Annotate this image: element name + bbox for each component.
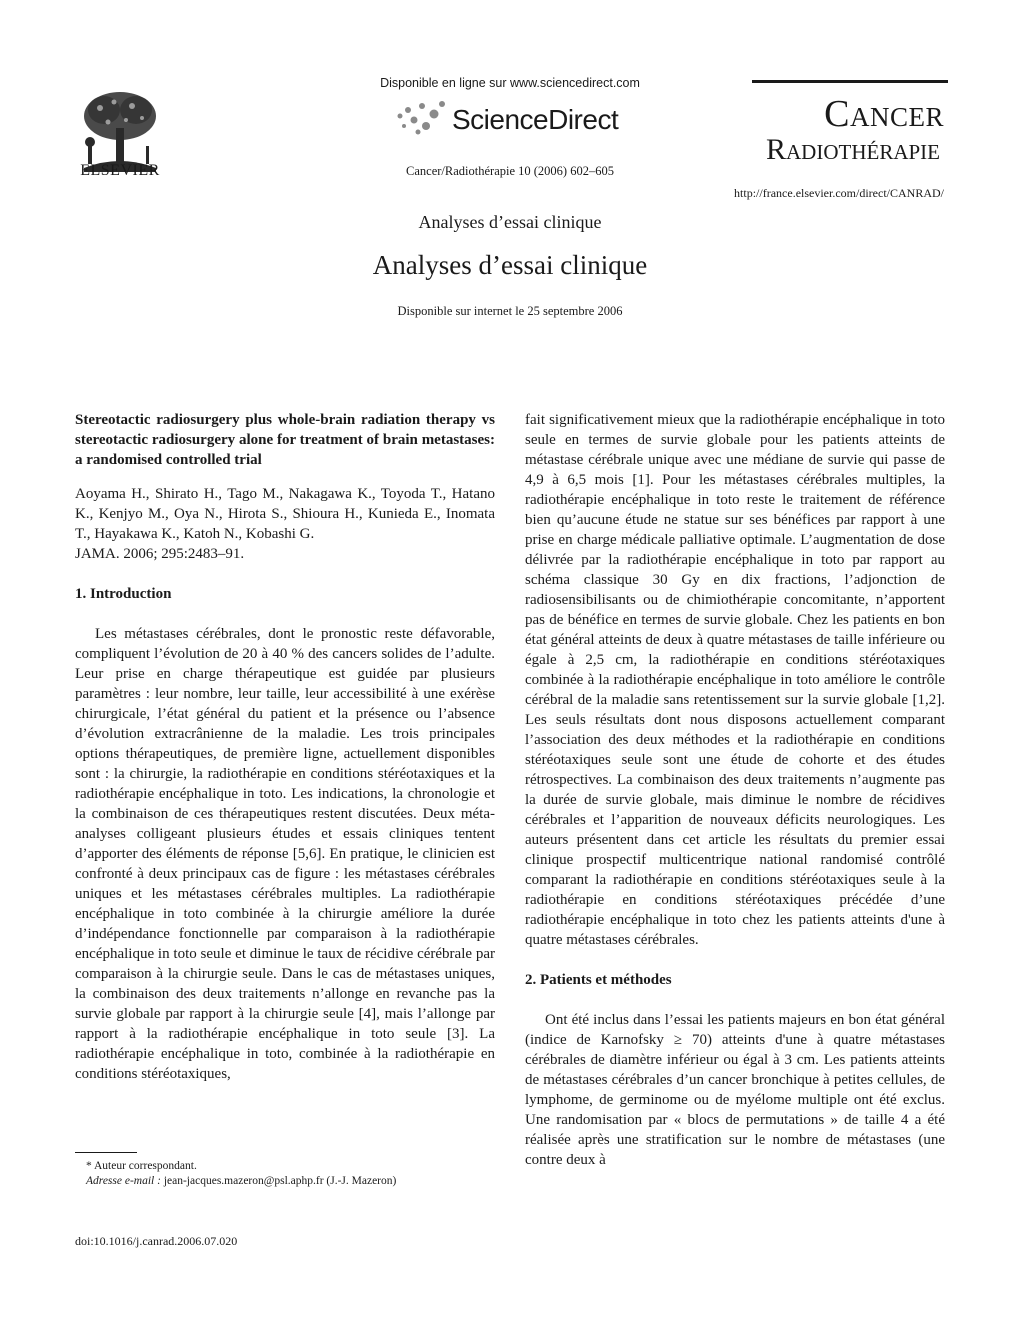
- introduction-paragraph: Les métastases cérébrales, dont le pronostic reste défavorable, compliquent l’évolution de 20 à 40 % des cancers solides de l’adulte. Leur prise en charge thérapeutique est guidée par plusieurs paramètres : leur nombre, leur taille, leur accessibilité à une exérèse chirurgicale, l’état général du patient et la présence ou l’absence d’évolution extracrânienne de la maladie. Les trois principales options thérapeutiques, de première ligne, actuellement disponibles sont : la chirurgie, la radiothérapie en conditions stéréotaxiques et la radiothérapie encéphalique in toto. Les indications, la chronologie et la combinaison de ces thérapeutiques restent discutées. Deux méta-analyses colligeant plusieurs études et essais cliniques tentent d’apporter des éléments de réponse [5,6]. En pratique, le clinicien est confronté à deux principaux cas de figure : les métastases cérébrales uniques et les métastases cérébrales multiples. La radiothérapie encéphalique in toto combinée à la chirurgie améliore la durée d’indépendance fonctionnelle par comparaison à la radiothérapie encéphalique in toto seule et diminue le taux de récidive cérébrale par comparaison à la chirurgie seule. Dans le cas de métastases uniques, la combinaison des deux traitements n’allonge en revanche pas la survie globale par rapport à la chirurgie seule [4], mais l’allonge par rapport à la radiothérapie encéphalique in toto seule [3]. La radiothérapie encéphalique in toto, combinée à la radiothérapie en conditions stéréotaxiques,: [75, 626, 495, 1082]
- introduction-continued: fait significativement mieux que la radiothérapie encéphalique in toto seule en termes de survie globale pour les patients atteints de métastase cérébrale unique avec une médiane de survie qui passe de 4,9 à 6,5 mois [1]. Pour les métastases cérébrales multiples, la radiothérapie encéphalique in toto reste le traitement de référence bien qu’aucune étude ne statue sur ses bénéfices par rapport à une prise en charge médicale palliative optimale. L’augmentation de dose délivrée par la radiothérapie encéphalique in toto par rapport au schéma classique 30 Gy en dix fractions, l’adjonction de radiosensibilisants ou de chimiothérapie concomitante, n’apportent pas de bénéfice en termes de survie globale. Chez les patients en bon état général atteints de deux à quatre métastases de taille inférieure ou égale à 2,5 cm, la radiothérapie en conditions stéréotaxiques combinée à la radiothérapie encéphalique in toto améliore le contrôle cérébral de la maladie sans retentissement sur la survie globale [1,2]. Les seuls résultats dont nous disposons actuellement comparant l’association des deux méthodes et la radiothérapie en conditions stéréotaxiques seule sont une étude de cohorte et des études rétrospectives. La combinaison des deux traitements n’augmente pas la durée de survie globale, mais diminue le nombre de récidives cérébrales et l’apparition de nouveaux déficits neurologiques. Les auteurs présentent dans cet article les résultats du premier essai clinique prospectif multicentrique national randomisé contrôlé comparant la radiothérapie en conditions stéréotaxiques seule à la radiothérapie en conditions stéréotaxiques précédée d’une radiothérapie encéphalique in toto chez les patients atteints d'une à quatre métastases cérébrales.: [525, 412, 945, 948]
- publisher-name: ELSEVIER: [80, 162, 160, 179]
- doi[interactable]: doi:10.1016/j.canrad.2006.07.020: [75, 1234, 238, 1248]
- left-column: [75, 410, 495, 1084]
- journal-title-line1: Cancer: [824, 93, 944, 135]
- email-note: [86, 1175, 396, 1187]
- journal-reference: JAMA. 2006; 295:2483–91.: [75, 546, 245, 562]
- article-title: Stereotactic radiosurgery plus whole-brain radiation therapy vs stereotactic radiosurgery alone for treatment of brain metastases: a randomised controlled trial: [75, 412, 495, 468]
- right-column: [525, 410, 945, 1170]
- methods-paragraph: Ont été inclus dans l’essai les patients majeurs en bon état général (indice de Karnofsky ≥ 70) atteints d'une à quatre métastases cérébrales de diamètre inférieur ou égal à 3 cm. Les patients atteints de métastases cérébrales d’un cancer bronchique à petites cellules, de lymphome, de germinome ou de myélome multiple ont été exclus. Une randomisation par « blocs de permutations » de taille 4 a été réalisée après une stratification sur le nombre de métastases (une contre deux à: [525, 1012, 945, 1168]
- corresponding-author-note: * Auteur correspondant.: [86, 1160, 197, 1172]
- footnote-rule: [75, 1152, 137, 1153]
- section-heading-methods: 2. Patients et méthodes: [525, 972, 672, 988]
- journal-citation: Cancer/Radiothérapie 10 (2006) 602–605: [406, 164, 614, 178]
- email-label: Adresse e-mail :: [86, 1175, 161, 1187]
- author-list: Aoyama H., Shirato H., Tago M., Nakagawa K., Toyoda T., Hatano K., Kenjyo M., Oya N., Hirota S., Shioura H., Kunieda E., Inomata T., Hayakawa K., Katoh N., Kobashi G.: [75, 486, 495, 542]
- section-running-title: Analyses d’essai clinique: [418, 212, 602, 232]
- journal-title-line2: Radiothérapie: [766, 133, 940, 166]
- sciencedirect-name: ScienceDirect: [452, 104, 619, 135]
- section-title: Analyses d’essai clinique: [372, 250, 648, 280]
- journal-url[interactable]: http://france.elsevier.com/direct/CANRAD/: [734, 186, 944, 200]
- section-heading-introduction: 1. Introduction: [75, 586, 172, 602]
- journal-title-rule: [752, 80, 948, 83]
- online-date: Disponible sur internet le 25 septembre 2006: [397, 304, 623, 318]
- online-availability-note: Disponible en ligne sur www.sciencedirect.com: [380, 76, 640, 90]
- email-address[interactable]: jean-jacques.mazeron@psl.aphp.fr (J.-J. Mazeron): [160, 1175, 397, 1187]
